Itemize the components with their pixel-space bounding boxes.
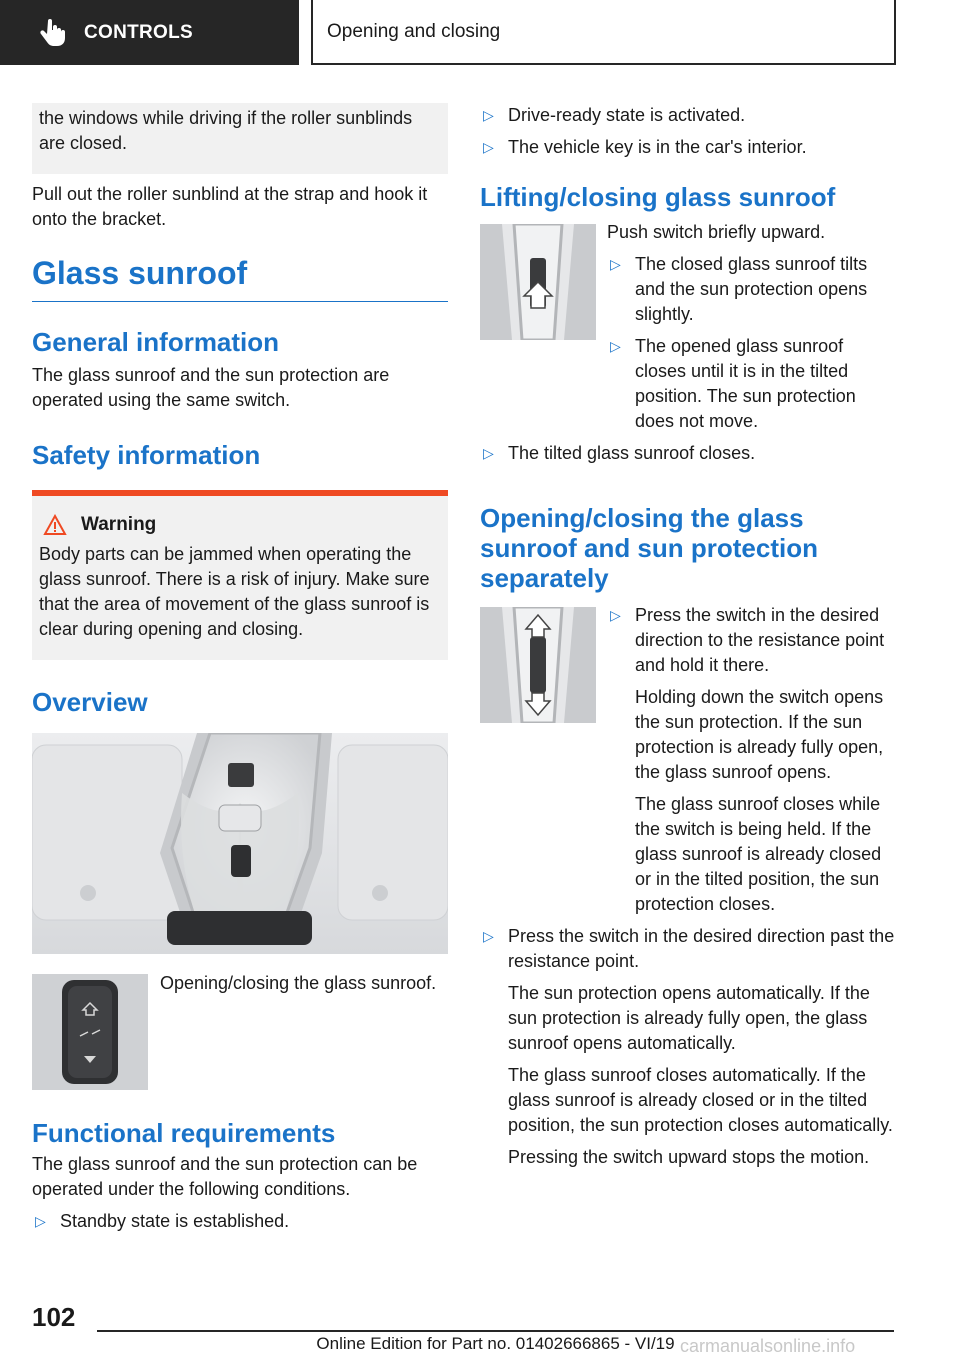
list-item xyxy=(607,334,896,434)
bullet-glyph: ▷ xyxy=(610,256,621,272)
separate-row xyxy=(480,607,896,917)
bullet-text: The opened glass sunroof closes until it is in the tilted position. The sun protection does not move. xyxy=(635,336,856,431)
chapter-title: Opening and closing xyxy=(311,0,896,65)
bullet-glyph: ▷ xyxy=(483,928,494,944)
switch-caption-row xyxy=(32,974,448,1090)
bullet-paragraph: The glass sunroof closes while the switch is being held. If the glass sunroof is already closed or in the tilted position, the sun protection closes. xyxy=(635,794,882,914)
lift-heading: Lifting/closing glass sunroof xyxy=(480,182,836,212)
page-number: 102 xyxy=(32,1302,76,1332)
footer-rule xyxy=(97,1330,894,1332)
separate-content xyxy=(607,607,896,917)
list-item xyxy=(32,1209,448,1234)
bullet-text: The vehicle key is in the car's interior. xyxy=(508,137,807,157)
bullet-paragraph: The glass sunroof closes automatically. If the glass sunroof is already closed or in the tilted position, the sun protection closes automatically. xyxy=(508,1065,893,1135)
section-label: CONTROLS xyxy=(84,21,194,43)
left-column xyxy=(32,103,448,1234)
bullet-text: Press the switch in the desired direction past the resistance point. xyxy=(508,926,895,971)
bullet-text: The tilted glass sunroof closes. xyxy=(508,443,756,463)
section-tab xyxy=(0,0,299,65)
list-item xyxy=(480,441,896,466)
bullet-glyph: ▷ xyxy=(610,338,621,354)
list-item xyxy=(480,103,896,128)
switch-updown-image xyxy=(480,607,596,723)
general-heading: General information xyxy=(32,327,280,357)
safety-heading: Safety information xyxy=(32,440,261,470)
bullet-paragraph: Holding down the switch opens the sun protection. If the sun protection is already fully open, the glass sunroof opens. xyxy=(635,687,884,782)
warning-label: Warning xyxy=(81,514,157,535)
switch-up-image xyxy=(480,224,596,340)
functional-heading: Functional requirements xyxy=(32,1118,336,1148)
list-item xyxy=(480,135,896,160)
right-column xyxy=(480,103,896,1170)
sunroof-switch-image xyxy=(32,974,148,1090)
bullet-glyph: ▷ xyxy=(610,607,621,623)
overview-heading: Overview xyxy=(32,687,148,717)
switch-caption: Opening/closing the glass sunroof. xyxy=(160,973,437,993)
functional-text: The glass sunroof and the sun protection can be operated under the following conditions. xyxy=(32,1154,418,1199)
list-item xyxy=(607,252,896,327)
edition-text: Online Edition for Part no. 01402666865 - VI/19 xyxy=(316,1334,675,1353)
bullet-glyph: ▷ xyxy=(35,1213,46,1229)
page-heading: Glass sunroof xyxy=(32,253,448,302)
warning-box xyxy=(32,490,448,660)
hand-pointer-icon xyxy=(40,19,66,47)
warning-title xyxy=(39,514,440,536)
warning-triangle-icon xyxy=(43,514,67,536)
bullet-text: Standby state is established. xyxy=(60,1211,290,1231)
lift-row xyxy=(480,224,896,434)
list-item xyxy=(480,924,896,974)
lift-intro: Push switch briefly upward. xyxy=(607,222,826,242)
separate-heading: Opening/closing the glass sunroof and sun protection separately xyxy=(480,503,818,593)
roof-console-image xyxy=(32,733,448,954)
general-text: The glass sunroof and the sun protection are operated using the same switch. xyxy=(32,365,390,410)
continued-notice: the windows while driving if the roller sunblinds are closed. xyxy=(32,103,448,174)
intro-paragraph: Pull out the roller sunblind at the strap and hook it onto the bracket. xyxy=(32,184,428,229)
bullet-glyph: ▷ xyxy=(483,445,494,461)
bullet-glyph: ▷ xyxy=(483,107,494,123)
warning-text: Body parts can be jammed when operating the glass sunroof. There is a risk of injury. Make sure that the area of movement of the glass sunroof is clear during opening and closing. xyxy=(39,544,430,639)
bullet-text: The closed glass sunroof tilts and the sun protection opens slightly. xyxy=(635,254,868,324)
lift-content xyxy=(607,224,896,434)
bullet-glyph: ▷ xyxy=(483,139,494,155)
bullet-paragraph: Pressing the switch upward stops the motion. xyxy=(508,1147,870,1167)
watermark: carmanualsonline.info xyxy=(680,1336,856,1356)
bullet-text: Press the switch in the desired direction to the resistance point and hold it there. xyxy=(635,605,885,675)
bullet-paragraph: The sun protection opens automatically. If the sun protection is already fully open, the glass sunroof opens automatically. xyxy=(508,983,870,1053)
bullet-text: Drive-ready state is activated. xyxy=(508,105,746,125)
list-item xyxy=(607,603,896,678)
